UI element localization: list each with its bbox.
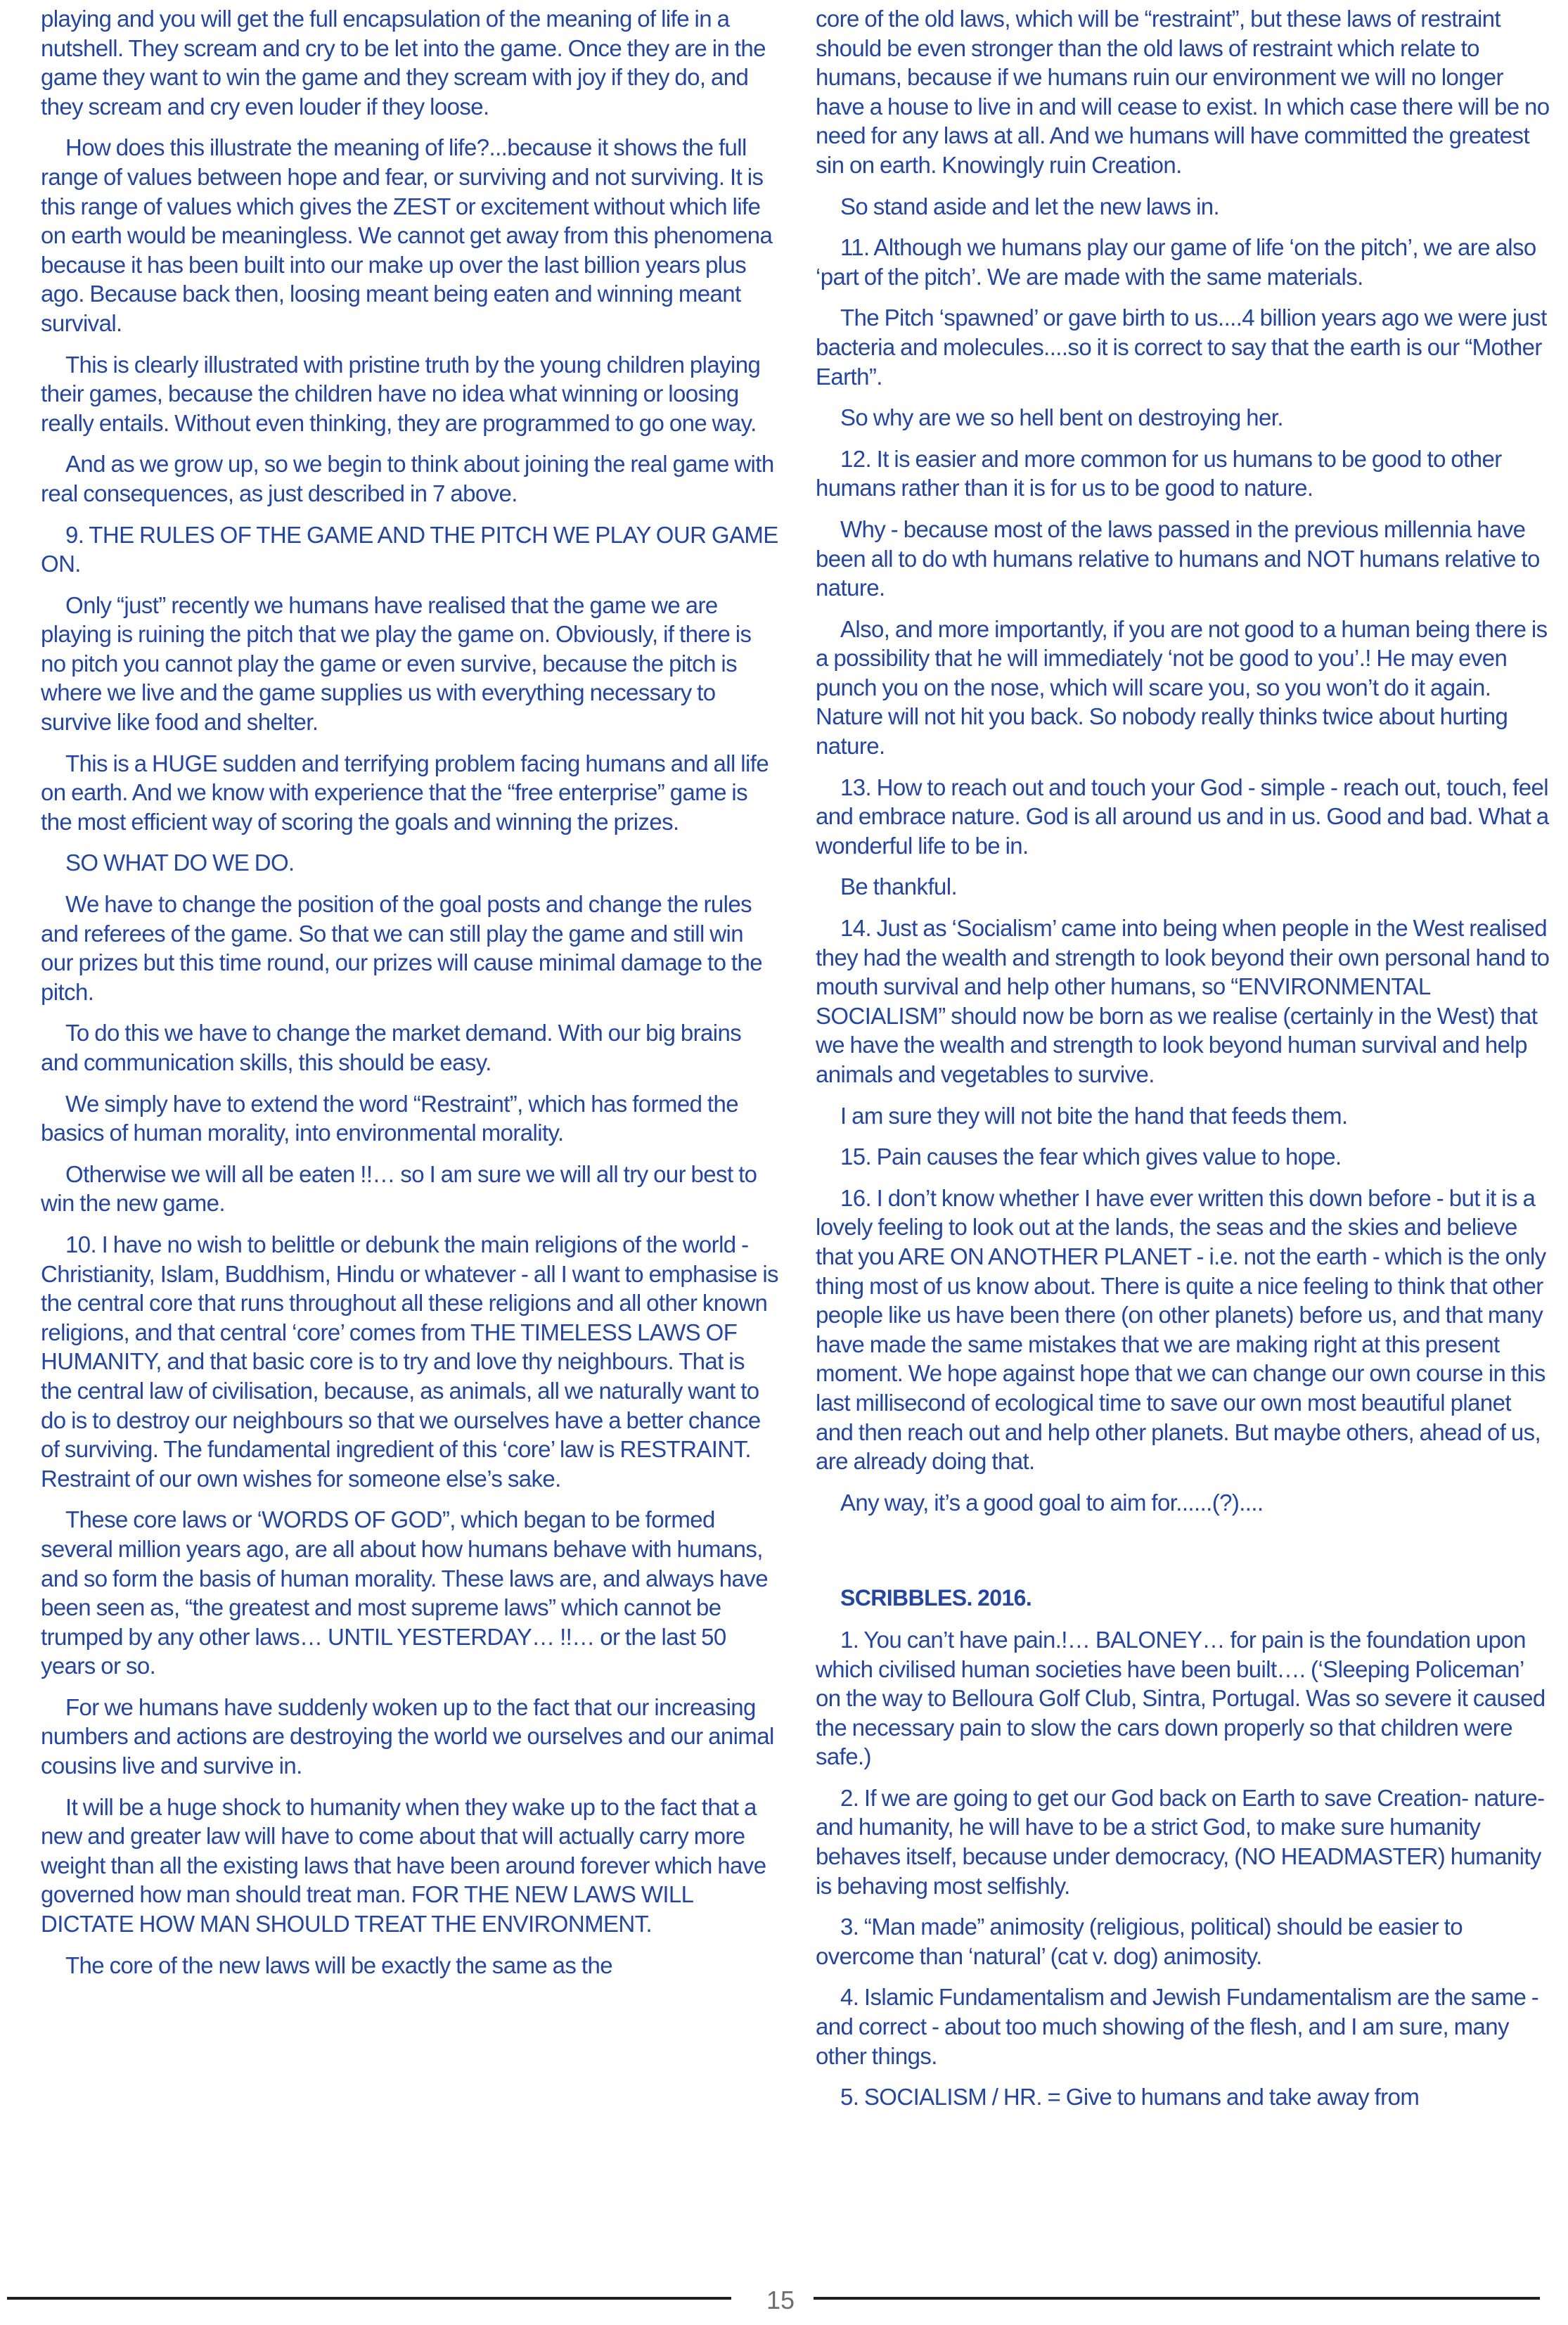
paragraph: 4. Islamic Fundamentalism and Jewish Fundamentalism are the same - and correct - about too much showing of the flesh, and I am sure, many other things.	[816, 1984, 1539, 2069]
paragraph: It will be a huge shock to humanity when they wake up to the fact that a new and greater law will have to come about that will actually carry more weight than all the existing laws that have been around forever which have governed how man should treat man. FOR THE NEW LAWS WILL DICTATE HOW MAN SHOULD TREAT THE ENVIRONMENT.	[41, 1793, 766, 1937]
paragraph: And as we grow up, so we begin to think about joining the real game with real consequences, as just described in 7 above.	[41, 451, 774, 506]
paragraph: Otherwise we will all be eaten !!… so I am sure we will all try our best to win the new game.	[41, 1160, 757, 1217]
paragraph: For we humans have suddenly woken up to the fact that our increasing numbers and actions are destroying the world we ourselves and our animal cousins live and survive in.	[41, 1693, 774, 1779]
paragraph: Also, and more importantly, if you are not good to a human being there is a possibility that he will immediately ‘not be good to you’.! He may even punch you on the nose, which will scare you, so you won’t do it again. Nature will not hit you back. So nobody really thinks twice about hurting nature.	[816, 615, 1548, 760]
paragraph: Why - because most of the laws passed in the previous millennia have been all to do wth humans relative to humans and NOT humans relative to nature.	[816, 515, 1540, 601]
paragraph: 13. How to reach out and touch your God - simple - reach out, touch, feel and embrace nature. God is all around us and in us. Good and bad. What a wonderful life to be in.	[816, 774, 1549, 859]
paragraph: playing and you will get the full encapsulation of the meaning of life in a nutshell. They scream and cry to be let into the game. Once they are in the game they want to win the game and they scream with joy if they do, and they scream and cry even louder if they loose.	[41, 6, 766, 120]
paragraph: So stand aside and let the new laws in.	[840, 193, 1220, 219]
paragraph: I am sure they will not bite the hand that feeds them.	[840, 1102, 1348, 1129]
footer-rule-right	[814, 2297, 1540, 2300]
paragraph: The core of the new laws will be exactly the same as the	[65, 1952, 612, 1978]
paragraph: Be thankful.	[840, 873, 958, 900]
paragraph: 11. Although we humans play our game of life ‘on the pitch’, we are also ‘part of the pitch’. We are made with the same materials.	[816, 234, 1536, 290]
paragraph: This is a HUGE sudden and terrifying problem facing humans and all life on earth. And we know with experience that the “free enterprise” game is the most efficient way of scoring the goals and winning the prizes.	[41, 750, 769, 835]
page-number: 15	[766, 2286, 795, 2314]
section-heading-9: 9. THE RULES OF THE GAME AND THE PITCH WE PLAY OUR GAME ON.	[41, 521, 778, 577]
paragraph: SO WHAT DO WE DO.	[65, 850, 295, 876]
left-column	[41, 4, 780, 1992]
paragraph: Any way, it’s a good goal to aim for......(?)....	[840, 1489, 1264, 1516]
paragraph: 5. SOCIALISM / HR. = Give to humans and take away from	[840, 2084, 1420, 2111]
paragraph: We simply have to extend the word “Restraint”, which has formed the basics of human morality, into environmental morality.	[41, 1090, 738, 1146]
right-column	[816, 4, 1550, 2124]
paragraph: core of the old laws, which will be “restraint”, but these laws of restraint should be even stronger than the old laws of restraint which relate to humans, because if we humans ruin our environment we will no longer have a house to live in and will cease to exist. In which case there will be no need for any laws at all. And we humans will have committed the greatest sin on earth. Knowingly ruin Creation.	[816, 6, 1550, 178]
paragraph: 16. I don’t know whether I have ever written this down before - but it is a lovely feeling to look out at the lands, the seas and the skies and believe that you ARE ON ANOTHER PLANET - i.e. not the earth - which is the only thing most of us know about. There is quite a nice feeling to think that other people like us have been there (on other planets) before us, and that many have made the same mistakes that we are making right at this present moment. We hope against hope that we can change our own course in this last millisecond of ecological time to save our own most beautiful planet and then reach out and help other planets. But maybe others, ahead of us, are already doing that.	[816, 1184, 1546, 1475]
paragraph: Only “just” recently we humans have realised that the game we are playing is ruining the pitch that we play the game on. Obviously, if there is no pitch you cannot play the game or even survive, because the pitch is where we live and the game supplies us with everything necessary to survive like food and shelter.	[41, 591, 752, 736]
paragraph: 1. You can’t have pain.!… BALONEY… for pain is the foundation upon which civilised human societies have been built…. (‘Sleeping Policeman’ on the way to Belloura Golf Club, Sintra, Portugal. Was so severe it caused the necessary pain to slow the cars down properly so that children were safe.)	[816, 1626, 1545, 1770]
paragraph: So why are we so hell bent on destroying her.	[840, 404, 1283, 431]
footer-rule-left	[7, 2297, 731, 2300]
paragraph: These core laws or ‘WORDS OF GOD”, which began to be formed several million years ago, are all about how humans behave with humans, and so form the basis of human morality. These laws are, and always have been seen as, “the greatest and most supreme laws” which cannot be trumped by any other laws… UNTIL YESTERDAY… !!… or the last 50 years or so.	[41, 1506, 768, 1679]
paragraph: We have to change the position of the goal posts and change the rules and referees of the game. So that we can still play the game and still win our prizes but this time round, our prizes will cause minimal damage to the pitch.	[41, 891, 762, 1005]
section-heading-scribbles: SCRIBBLES. 2016.	[840, 1585, 1032, 1611]
paragraph: 10. I have no wish to belittle or debunk the main religions of the world - Christianity, Islam, Buddhism, Hindu or whatever - all I want to emphasise is the central core that runs throughout all these religions and all other known religions, and that central ‘core’ comes from THE TIMELESS LAWS OF HUMANITY, and that basic core is to try and love thy neighbours. That is the central law of civilisation, because, as animals, all we naturally want to do is to destroy our neighbours so that we ourselves have a better chance of surviving. The fundamental ingredient of this ‘core’ law is RESTRAINT. Restraint of our own wishes for someone else’s sake.	[41, 1231, 778, 1492]
paragraph: 12. It is easier and more common for us humans to be good to other humans rather than it is for us to be good to nature.	[816, 445, 1502, 501]
paragraph: 15. Pain causes the fear which gives value to hope.	[840, 1144, 1342, 1170]
paragraph: The Pitch ‘spawned’ or gave birth to us....4 billion years ago we were just bacteria and molecules....so it is correct to say that the earth is our “Mother Earth”.	[816, 305, 1547, 390]
paragraph: How does this illustrate the meaning of life?...because it shows the full range of values between hope and fear, or surviving and not surviving. It is this range of values which gives the ZEST or excitement without which life on earth would be meaningless. We cannot get away from this phenomena because it has been built into our make up over the last billion years plus ago. Because back then, loosing meant being eaten and winning meant survival.	[41, 134, 773, 336]
paragraph: 2. If we are going to get our God back on Earth to save Creation- nature- and humanity, he will have to be a strict God, to make sure humanity behaves itself, because under democracy, (NO HEADMASTER) humanity is behaving most selfishly.	[816, 1784, 1545, 1899]
paragraph: 3. “Man made” animosity (religious, political) should be easier to overcome than ‘natural’ (cat v. dog) animosity.	[816, 1914, 1463, 1969]
paragraph: To do this we have to change the market demand. With our big brains and communication skills, this should be easy.	[41, 1020, 742, 1075]
paragraph: 14. Just as ‘Socialism’ came into being when people in the West realised they had the wealth and strength to look beyond their own personal hand to mouth survival and help other humans, so “ENVIRONMENTAL SOCIALISM” should now be born as we realise (certainly in the West) that we have the wealth and strength to look beyond human survival and help animals and vegetables to survive.	[816, 915, 1550, 1087]
paragraph: This is clearly illustrated with pristine truth by the young children playing their games, because the children have no idea what winning or loosing really entails. Without even thinking, they are programmed to go one way.	[41, 351, 761, 436]
